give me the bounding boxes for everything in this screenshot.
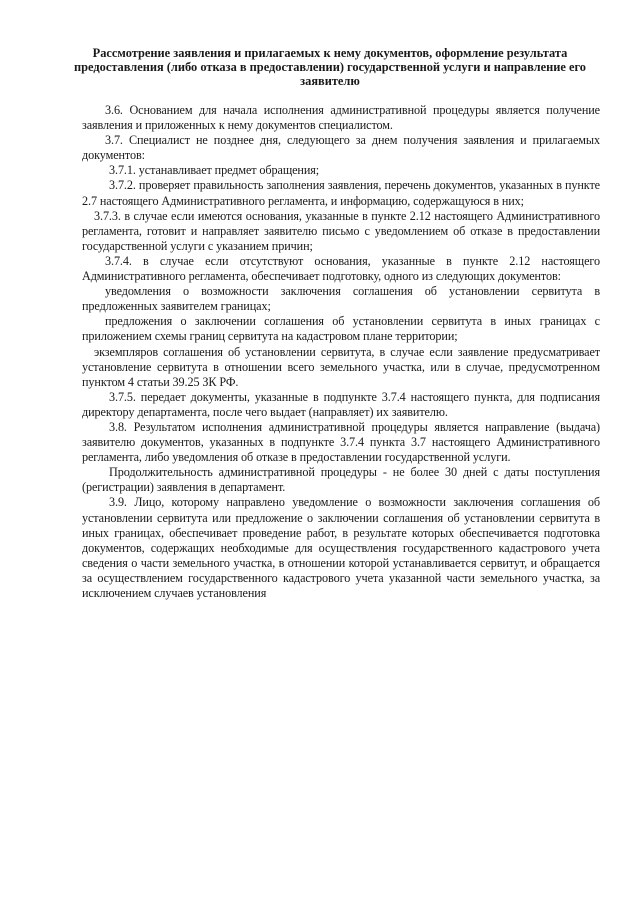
section-heading: Рассмотрение заявления и прилагаемых к нему документов, оформление результата предоставления (либо отказа в предоставлении) государственной услуги и направление его заявителю: [73, 46, 586, 88]
paragraph-duration: Продолжительность административной процедуры - не более 30 дней с даты поступления (регистрации) заявления в департамент.: [82, 465, 600, 495]
paragraph-list-item-1: уведомления о возможности заключения соглашения об установлении сервитута в предложенных заявителем границах;: [82, 284, 600, 314]
paragraph-list-item-3: экземпляров соглашения об установлении сервитута, в случае если заявление предусматривает установление сервитута в отношении всего земельного участка, или в случае, предусмотренном пунктом 4 статьи 39.25 ЗК РФ.: [82, 344, 600, 389]
paragraph-3-7-2: 3.7.2. проверяет правильность заполнения заявления, перечень документов, указанных в пункте 2.7 настоящего Административного регламента, и информацию, содержащуюся в них;: [82, 178, 600, 208]
paragraph-3-7: 3.7. Специалист не позднее дня, следующего за днем получения заявления и прилагаемых документов:: [82, 133, 600, 163]
paragraph-3-7-3: 3.7.3. в случае если имеются основания, указанные в пункте 2.12 настоящего Административного регламента, готовит и направляет заявителю письмо с уведомлением об отказе в предоставлении государственной услуги с указанием причин;: [82, 208, 600, 253]
paragraph-3-7-1: 3.7.1. устанавливает предмет обращения;: [109, 163, 320, 178]
paragraph-3-8: 3.8. Результатом исполнения административной процедуры является направление (выдача) заявителю документов, указанных в подпункте 3.7.4 пункта 3.7 настоящего Административного регламента, либо уведомления об отказе в предоставлении государственной услуги.: [82, 419, 600, 465]
document-body: [82, 103, 600, 601]
paragraph-3-7-4: 3.7.4. в случае если отсутствуют основания, указанные в пункте 2.12 настоящего Административного регламента, обеспечивает подготовку, одного из следующих документов:: [82, 253, 600, 284]
paragraph-3-6: 3.6. Основанием для начала исполнения административной процедуры является получение заявления и приложенных к нему документов специалистом.: [82, 103, 600, 133]
paragraph-3-7-5: 3.7.5. передает документы, указанные в подпункте 3.7.4 настоящего пункта, для подписания директору департамента, после чего выдает (направляет) их заявителю.: [82, 389, 600, 419]
paragraph-list-item-2: предложения о заключении соглашения об установлении сервитута в иных границах с приложением схемы границ сервитута на кадастровом плане территории;: [82, 314, 600, 344]
paragraph-3-9: 3.9. Лицо, которому направлено уведомление о возможности заключения соглашения об установлении сервитута или предложение о заключении соглашения об установлении сервитута в иных границах, обеспечивает проведение работ, в результате которых обеспечивается подготовка документов, содержащих необходимые для осуществления государственного кадастрового учета сведения о части земельного участка, в отношении которой устанавливается сервитут, и обращается за осуществлением государственного кадастрового учета указанной части земельного участка, за исключением случаев установления: [82, 495, 600, 600]
